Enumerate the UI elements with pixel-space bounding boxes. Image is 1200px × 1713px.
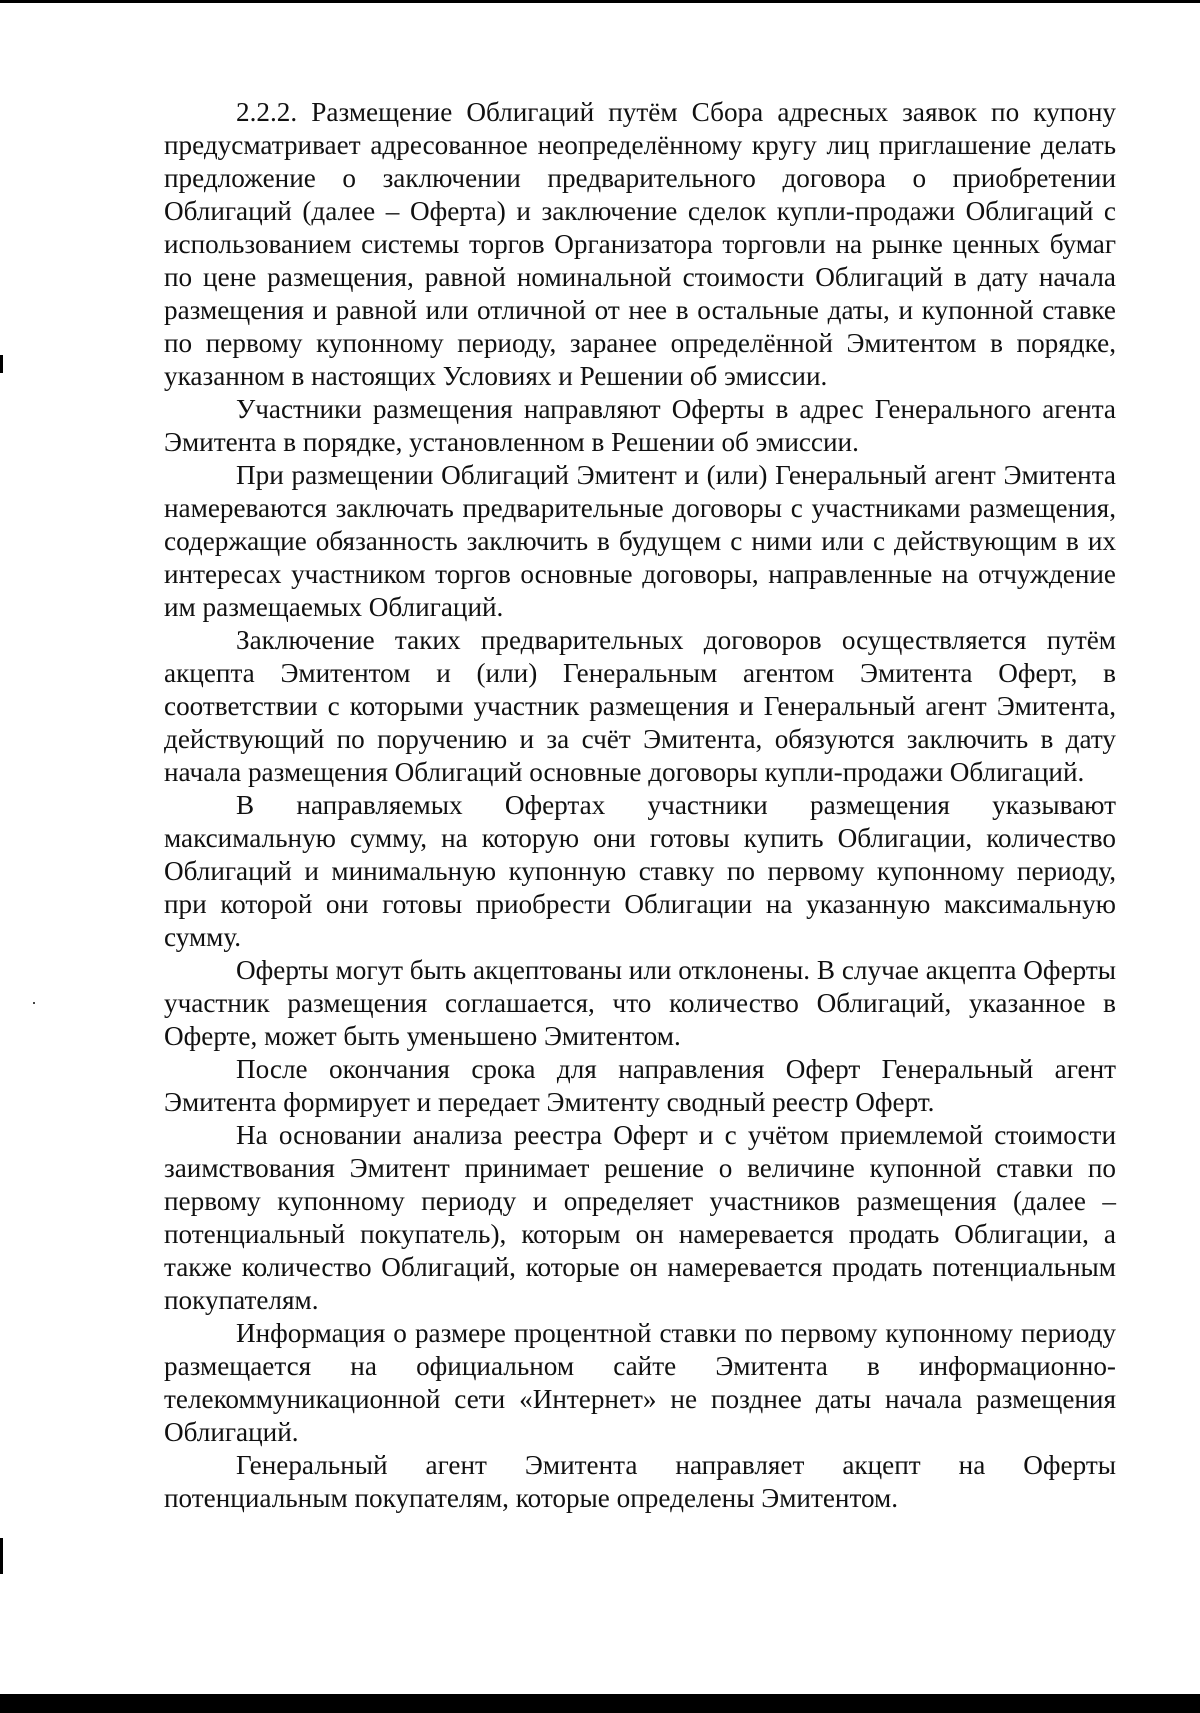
scan-bottom-band — [0, 1694, 1200, 1713]
scan-left-mark — [0, 1538, 3, 1574]
paragraph-accept-or-reject: Оферты могут быть акцептованы или отклонены. В случае акцепта Оферты участник размещения соглашается, что количество Облигаций, указанное в Оферте, может быть уменьшено Эмитентом. — [164, 955, 1116, 1051]
paragraph-coupon-decision: На основании анализа реестра Оферт и с учётом приемлемой стоимости заимствования Эмитент принимает решение о величине купонной ставки по первому купонному периоду и определяет участников размещения (далее – потенциальный покупатель), которым он намеревается продать Облигации, а также количество Облигаций, которые он намеревается продать потенциальным покупателям. — [164, 1120, 1116, 1315]
paragraph-offer-contents: В направляемых Офертах участники размещения указывают максимальную сумму, на которую они готовы купить Облигации, количество Облигаций и минимальную купонную ставку по первому купонному периоду, при которой они готовы приобрести Облигации на указанную максимальную сумму. — [164, 790, 1116, 952]
paragraph-offer-registry: После окончания срока для направления Оферт Генеральный агент Эмитента формирует и передает Эмитенту сводный реестр Оферт. — [164, 1054, 1116, 1117]
paragraph-2-2-2: 2.2.2. Размещение Облигаций путём Сбора адресных заявок по купону предусматривает адресованное неопределённому кругу лиц приглашение делать предложение о заключении предварительного договора о приобретении Облигаций (далее – Оферта) и заключение сделок купли-продажи Облигаций с использованием системы торгов Организатора торговли на рынке ценных бумаг по цене размещения, равной номинальной стоимости Облигаций в дату начала размещения и равной или отличной от нее в остальные даты, и купонной ставке по первому купонному периоду, заранее определённой Эмитентом в порядке, указанном в настоящих Условиях и Решении об эмиссии. — [164, 97, 1116, 391]
scan-top-edge — [0, 0, 1200, 3]
scan-dot — [33, 1002, 35, 1004]
scan-left-mark — [0, 355, 3, 373]
paragraph-rate-disclosure: Информация о размере процентной ставки по первому купонному периоду размещается на официальном сайте Эмитента в информационно-телекоммуникационной сети «Интернет» не позднее даты начала размещения Облигаций. — [164, 1318, 1116, 1447]
document-body — [164, 96, 1116, 1515]
paragraph-acceptance: Заключение таких предварительных договоров осуществляется путём акцепта Эмитентом и (или) Генеральным агентом Эмитента Оферт, в соответствии с которыми участник размещения и Генеральный агент Эмитента, действующий по поручению и за счёт Эмитента, обязуются заключить в дату начала размещения Облигаций основные договоры купли-продажи Облигаций. — [164, 625, 1116, 787]
paragraph-preliminary-contracts: При размещении Облигаций Эмитент и (или) Генеральный агент Эмитента намереваются заключать предварительные договоры с участниками размещения, содержащие обязанность заключить в будущем с ними или с действующим в их интересах участником торгов основные договоры, направленные на отчуждение им размещаемых Облигаций. — [164, 460, 1116, 622]
paragraph-offers-address: Участники размещения направляют Оферты в адрес Генерального агента Эмитента в порядке, установленном в Решении об эмиссии. — [164, 394, 1116, 457]
paragraph-agent-acceptance: Генеральный агент Эмитента направляет акцепт на Оферты потенциальным покупателям, которые определены Эмитентом. — [164, 1450, 1116, 1513]
